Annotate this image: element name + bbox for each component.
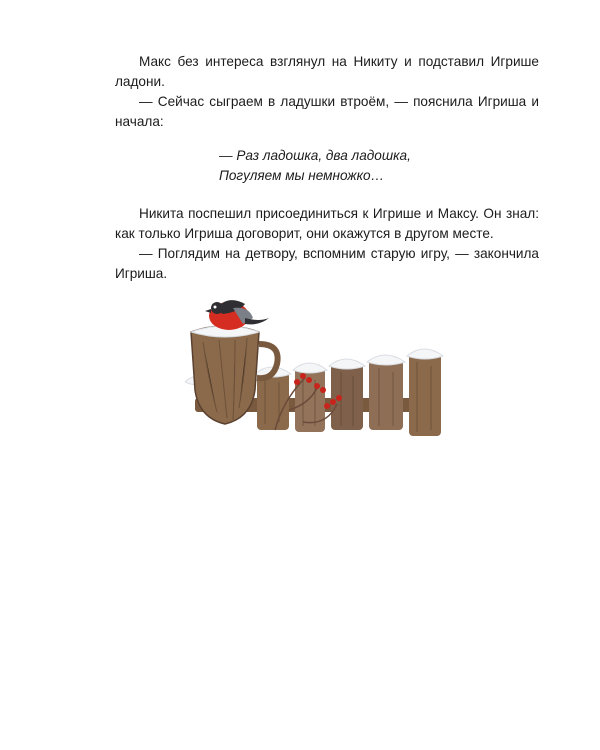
text-block [115,52,539,284]
verse-block [219,146,539,186]
paragraph-2: Никита поспешил присоединиться к Игрише и Максу. Он знал: как только Игриша договорит, они окажутся в другом месте. [115,206,539,241]
bullfinch-bird [205,300,269,330]
dialog-line-1: — Сейчас сыграем в ладушки втроём, — пояснила Игриша и начала: [115,94,539,129]
bullfinch-fence-illustration [185,290,447,440]
dialog-line-2: — Поглядим на детвору, вспомним старую игру, — закончила Игриша. [115,246,539,281]
verse-line-2: Погуляем мы немножко… [219,168,385,183]
paragraph-1: Макс без интереса взглянул на Никиту и подставил Игрише ладони. [115,54,539,89]
verse-line-1: — Раз ладошка, два ладошка, [219,148,411,163]
